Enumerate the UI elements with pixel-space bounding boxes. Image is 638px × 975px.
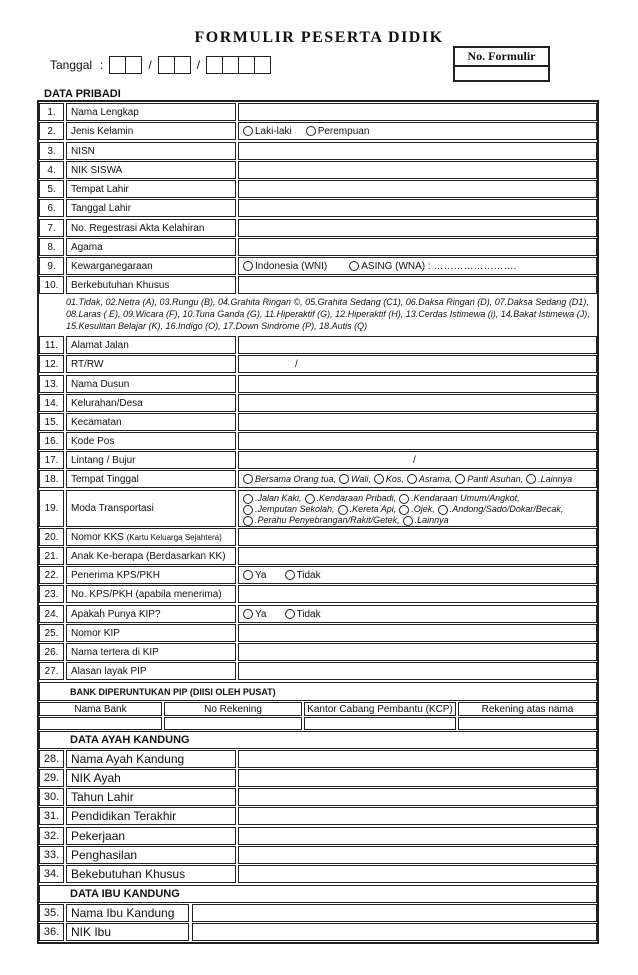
row-value[interactable] <box>238 451 597 469</box>
radio-option[interactable] <box>243 126 292 137</box>
radio-option-label: .Kereta Api, <box>349 504 397 514</box>
form-row <box>39 470 597 488</box>
radio-option-label: Ya <box>255 569 267 581</box>
radio-option[interactable] <box>338 504 397 515</box>
row-label: Penerima KPS/PKH <box>66 566 236 584</box>
row-label: Tempat Lahir <box>66 180 236 198</box>
row-number: 19. <box>39 490 64 527</box>
form-row <box>39 103 597 121</box>
row-value[interactable] <box>238 375 597 393</box>
form-row <box>39 451 597 469</box>
row-label: No. KPS/PKH (apabila menerima) <box>66 585 236 603</box>
row-value[interactable] <box>238 180 597 198</box>
row-label: NIK Ibu <box>66 923 189 941</box>
form-row <box>39 336 597 354</box>
row-value[interactable] <box>238 547 597 565</box>
radio-circle-icon[interactable] <box>399 505 409 515</box>
row-value[interactable] <box>238 355 597 373</box>
row-number: 9. <box>39 257 64 275</box>
bank-input-rekening[interactable] <box>164 717 302 730</box>
radio-option-label: .Ojek, <box>411 504 435 514</box>
radio-option-label: .Andong/Sado/Dokar/Becak, <box>449 504 564 514</box>
row-value[interactable] <box>238 769 597 787</box>
row-label: Tahun Lahir <box>66 788 236 806</box>
year-boxes[interactable] <box>206 56 271 74</box>
rtrw-slash: / <box>295 358 298 370</box>
section-data-pribadi: DATA PRIBADI <box>44 88 121 100</box>
radio-option-label: Panti Asuhan, <box>467 474 524 484</box>
row-label: Tempat Tinggal <box>66 470 236 488</box>
special-needs-note: 01.Tidak, 02.Netra (A), 03.Rungu (B), 04.Grahita Ringan ©, 05.Grahita Sedang (C1), 06.Daksa Ringan (D), 07.Daksa Sedang (D1), 08.Laras ( E), 09.Wicara (F), 10.Tuna Ganda (G), 11.Hiperaktif (G), 12.Hiperaktif (H), 13.Cerdas Istimewa (i), 14.Bakat Istimewa (J), 15.Kesulitan Belajar (K), 16.Indigo (O), 17.Down Sindrome (P), 18.Autis (Q) <box>66 297 590 331</box>
row-number: 6. <box>39 199 64 217</box>
row-value[interactable] <box>238 394 597 412</box>
row-number: 13. <box>39 375 64 393</box>
radio-option[interactable] <box>305 493 397 504</box>
radio-option-label: ASING (WNA) : ……………………. <box>361 260 517 272</box>
row-value[interactable] <box>238 432 597 450</box>
form-row <box>39 923 597 941</box>
form-row <box>39 238 597 256</box>
row-label: Nama tertera di KIP <box>66 643 236 661</box>
radio-circle-icon[interactable] <box>243 516 253 526</box>
form-row <box>39 142 597 160</box>
row-number: 24. <box>39 605 64 623</box>
radio-option-label: .Jemputan Sekolah, <box>255 504 335 514</box>
row-label: RT/RW <box>66 355 236 373</box>
row-label: NISN <box>66 142 236 160</box>
row-value[interactable] <box>238 566 597 584</box>
row-number: 3. <box>39 142 64 160</box>
radio-option-label: Laki-laki <box>255 125 292 137</box>
row-value[interactable] <box>238 470 597 488</box>
row-value[interactable] <box>238 605 597 623</box>
row-number: 18. <box>39 470 64 488</box>
radio-option[interactable] <box>243 261 327 272</box>
row-label: Lintang / Bujur <box>66 451 236 469</box>
row-number: 27. <box>39 662 64 680</box>
row-number: 30. <box>39 788 64 806</box>
radio-option-label: Ya <box>255 608 267 620</box>
radio-circle-icon[interactable] <box>285 570 295 580</box>
row-value[interactable] <box>238 846 597 864</box>
form-row <box>39 528 597 546</box>
radio-option[interactable] <box>407 474 453 484</box>
row-value[interactable] <box>238 142 597 160</box>
row-label: Agama <box>66 238 236 256</box>
row-value[interactable] <box>238 219 597 237</box>
row-value[interactable] <box>238 585 597 603</box>
row-value[interactable] <box>192 904 597 922</box>
row-number: 11. <box>39 336 64 354</box>
radio-option[interactable] <box>403 515 449 526</box>
radio-circle-icon[interactable] <box>243 126 253 136</box>
radio-option[interactable] <box>243 609 267 620</box>
radio-circle-icon[interactable] <box>243 609 253 619</box>
date-field <box>50 56 271 74</box>
form-row <box>39 624 597 642</box>
row-number: 7. <box>39 219 64 237</box>
row-label: Moda Transportasi <box>66 490 236 527</box>
form-row <box>39 904 597 922</box>
no-formulir-box <box>453 46 550 82</box>
no-formulir-label: No. Formulir <box>455 48 548 67</box>
row-value[interactable] <box>238 865 597 883</box>
form-row <box>39 846 597 864</box>
row-label: Apakah Punya KIP? <box>66 605 236 623</box>
row-number: 32. <box>39 827 64 845</box>
row-number: 21. <box>39 547 64 565</box>
radio-option[interactable] <box>455 474 523 484</box>
date-label: Tanggal <box>50 58 93 72</box>
radio-option-label: Asrama, <box>418 474 453 484</box>
form-row <box>39 122 597 140</box>
radio-circle-icon[interactable] <box>399 494 409 504</box>
row-value[interactable] <box>238 807 597 825</box>
radio-option[interactable] <box>526 474 572 484</box>
row-number: 4. <box>39 161 64 179</box>
row-number: 17. <box>39 451 64 469</box>
form-row <box>39 199 597 217</box>
date-colon: : <box>100 58 104 72</box>
row-number: 12. <box>39 355 64 373</box>
moda-transportasi-options <box>238 490 597 527</box>
form-row <box>39 788 597 806</box>
row-label: Pekerjaan <box>66 827 236 845</box>
form-row <box>39 276 597 294</box>
form-row <box>39 257 597 275</box>
form-row <box>39 490 597 527</box>
row-number: 20. <box>39 528 64 546</box>
form-row <box>39 394 597 412</box>
radio-option-label: Indonesia (WNI) <box>255 260 328 272</box>
form-row <box>39 375 597 393</box>
row-value[interactable] <box>238 528 597 546</box>
radio-option-label: Tidak <box>296 608 321 620</box>
row-number: 25. <box>39 624 64 642</box>
radio-option[interactable] <box>399 493 520 504</box>
radio-option[interactable] <box>339 474 371 484</box>
bank-col-nama: Nama Bank <box>39 702 162 716</box>
radio-circle-icon[interactable] <box>285 609 295 619</box>
form-row <box>39 643 597 661</box>
lintang-slash: / <box>413 454 416 466</box>
radio-option-label: Wali, <box>351 474 371 484</box>
bank-input-nama[interactable] <box>39 717 162 730</box>
radio-circle-icon[interactable] <box>526 474 536 484</box>
row-number: 34. <box>39 865 64 883</box>
radio-option-label: Perempuan <box>317 125 370 137</box>
form-row <box>39 566 597 584</box>
row-label: Tanggal Lahir <box>66 199 236 217</box>
row-label: NIK SISWA <box>66 161 236 179</box>
bank-input-kcp[interactable] <box>304 717 456 730</box>
row-value[interactable] <box>192 923 597 941</box>
bank-col-atas-nama: Rekening atas nama <box>458 702 597 716</box>
radio-circle-icon[interactable] <box>407 474 417 484</box>
section-data-ibu: DATA IBU KANDUNG <box>39 885 597 903</box>
radio-option[interactable] <box>285 570 321 581</box>
row-value[interactable] <box>238 238 597 256</box>
row-value[interactable] <box>238 413 597 431</box>
radio-circle-icon[interactable] <box>438 505 448 515</box>
row-number: 1. <box>39 103 64 121</box>
row-label: Bekebutuhan Khusus <box>66 865 236 883</box>
radio-option-label: .Jalan Kaki, <box>255 493 302 503</box>
row-label: Kewarganegaraan <box>66 257 236 275</box>
form-row <box>39 585 597 603</box>
date-slash: / <box>148 58 152 72</box>
radio-option-label: .Kendaraan Umum/Angkot, <box>411 493 520 503</box>
row-label: Kode Pos <box>66 432 236 450</box>
row-label: Jenis Kelamin <box>66 122 236 140</box>
row-label: Pendidikan Terakhir <box>66 807 236 825</box>
form-row <box>39 865 597 883</box>
row-label: Nama Dusun <box>66 375 236 393</box>
row-value[interactable] <box>238 103 597 121</box>
row-number: 16. <box>39 432 64 450</box>
date-slash: / <box>196 58 201 72</box>
row-value[interactable] <box>238 788 597 806</box>
radio-option-label: Bersama Orang tua, <box>255 474 337 484</box>
row-value[interactable] <box>238 662 597 680</box>
form-title: FORMULIR PESERTA DIDIK <box>194 29 444 46</box>
row-label: Alamat Jalan <box>66 336 236 354</box>
row-label: Nomor KIP <box>66 624 236 642</box>
row-value[interactable] <box>238 750 597 768</box>
form-row <box>39 432 597 450</box>
row-number: 23. <box>39 585 64 603</box>
row-number: 35. <box>39 904 64 922</box>
radio-option[interactable] <box>349 261 516 272</box>
row-label: Alasan layak PIP <box>66 662 236 680</box>
radio-circle-icon[interactable] <box>243 474 253 484</box>
month-boxes[interactable] <box>158 56 191 74</box>
radio-option[interactable] <box>243 493 302 504</box>
form-row <box>39 180 597 198</box>
radio-option[interactable] <box>243 504 335 515</box>
row-number: 15. <box>39 413 64 431</box>
row-number: 2. <box>39 122 64 140</box>
radio-option[interactable] <box>438 504 564 515</box>
row-label: Nama Ibu Kandung <box>66 904 189 922</box>
row-value[interactable] <box>238 257 597 275</box>
form-row <box>39 547 597 565</box>
radio-circle-icon[interactable] <box>455 474 465 484</box>
radio-circle-icon[interactable] <box>374 474 384 484</box>
row-value[interactable] <box>238 276 597 294</box>
radio-option-label: .Lainnya <box>414 515 449 525</box>
form-row <box>39 413 597 431</box>
row-label: Anak Ke-berapa (Berdasarkan KK) <box>66 547 236 565</box>
form-row <box>39 750 597 768</box>
row-label: Penghasilan <box>66 846 236 864</box>
row-label: Nomor KKS (Kartu Keluarga Sejahtera) <box>66 528 236 546</box>
radio-option-label: Kos, <box>385 474 404 484</box>
radio-circle-icon[interactable] <box>306 126 316 136</box>
row-value[interactable] <box>238 161 597 179</box>
row-number: 8. <box>39 238 64 256</box>
bank-col-kcp: Kantor Cabang Pembantu (KCP) <box>304 702 456 716</box>
radio-circle-icon[interactable] <box>243 494 253 504</box>
row-number: 26. <box>39 643 64 661</box>
radio-option[interactable] <box>243 474 336 484</box>
radio-option-label: .Kendaraan Pribadi, <box>316 493 397 503</box>
row-label: Kecamatan <box>66 413 236 431</box>
row-number: 14. <box>39 394 64 412</box>
radio-option[interactable] <box>306 126 370 137</box>
row-number: 10. <box>39 276 64 294</box>
form-row <box>39 219 597 237</box>
radio-option[interactable] <box>243 515 400 526</box>
row-number: 28. <box>39 750 64 768</box>
row-value[interactable] <box>238 624 597 642</box>
row-number: 31. <box>39 807 64 825</box>
row-label: No. Regestrasi Akta Kelahiran <box>66 219 236 237</box>
form-row <box>39 827 597 845</box>
bank-header: BANK DIPERUNTUKAN PIP (DIISI OLEH PUSAT) <box>39 682 597 701</box>
form-row <box>39 662 597 680</box>
row-label: Nama Lengkap <box>66 103 236 121</box>
radio-circle-icon[interactable] <box>349 261 359 271</box>
day-boxes[interactable] <box>109 56 142 74</box>
radio-option[interactable] <box>285 609 321 620</box>
row-value[interactable] <box>238 643 597 661</box>
radio-circle-icon[interactable] <box>403 516 413 526</box>
radio-circle-icon[interactable] <box>243 505 253 515</box>
section-data-ayah: DATA AYAH KANDUNG <box>39 731 597 749</box>
row-number: 22. <box>39 566 64 584</box>
form-row <box>39 161 597 179</box>
row-value[interactable] <box>238 199 597 217</box>
row-label: Kelurahan/Desa <box>66 394 236 412</box>
row-value[interactable] <box>238 122 597 140</box>
radio-option-label: .Perahu Penyebrangan/Rakit/Getek, <box>255 515 400 525</box>
radio-option[interactable] <box>374 474 404 484</box>
radio-option[interactable] <box>399 504 435 515</box>
radio-circle-icon[interactable] <box>243 570 253 580</box>
form-row <box>39 605 597 623</box>
form-row <box>39 355 597 373</box>
bank-col-rekening: No Rekening <box>164 702 302 716</box>
radio-option-label: .Lainnya <box>538 474 573 484</box>
row-number: 36. <box>39 923 64 941</box>
row-number: 33. <box>39 846 64 864</box>
row-value[interactable] <box>238 336 597 354</box>
row-label: NIK Ayah <box>66 769 236 787</box>
row-value[interactable] <box>238 827 597 845</box>
radio-circle-icon[interactable] <box>338 505 348 515</box>
radio-option-label: Tidak <box>296 569 321 581</box>
radio-option[interactable] <box>243 570 267 581</box>
form-row <box>39 769 597 787</box>
radio-circle-icon[interactable] <box>243 261 253 271</box>
form-row <box>39 807 597 825</box>
radio-circle-icon[interactable] <box>305 494 315 504</box>
radio-circle-icon[interactable] <box>339 474 349 484</box>
row-label: Nama Ayah Kandung <box>66 750 236 768</box>
row-label: Berkebutuhan Khusus <box>66 276 236 294</box>
row-number: 29. <box>39 769 64 787</box>
bank-input-atas-nama[interactable] <box>458 717 597 730</box>
row-number: 5. <box>39 180 64 198</box>
